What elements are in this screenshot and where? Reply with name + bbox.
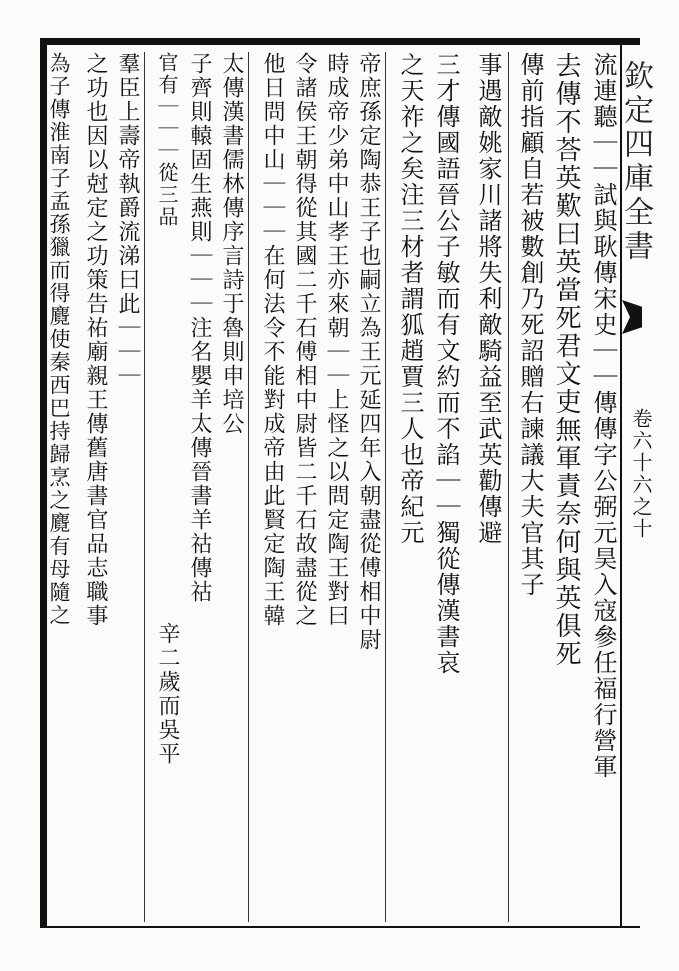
- text-column: 去傳不荅英歎曰英當死君文吏無軍責奈何與英俱死: [551, 52, 581, 668]
- top-border-rule: [40, 38, 640, 45]
- column-divider: [508, 52, 509, 922]
- text-column: 羣臣上壽帝執爵流涕曰此｜｜｜: [115, 52, 140, 388]
- bottom-border-rule: [40, 926, 640, 928]
- text-column: 太傳漢書儒林傳序言詩于魯則申培公: [219, 52, 244, 436]
- text-column: 之功也因以尅定之功策告祐廟親王傳舊唐書官品志職事: [83, 52, 108, 628]
- text-column: 子齊則轅固生燕則｜｜｜注名嬰羊太傳晉書羊祜傳祜: [187, 52, 212, 604]
- text-column: 帝庶孫定陶恭王子也嗣立為王元延四年入朝盡從傅相中尉: [356, 52, 381, 652]
- text-column: 時成帝少弟中山孝王亦來朝｜｜上怪之以問定陶王對曰: [324, 52, 349, 628]
- text-column: 之天祚之矣注三材者謂狐趙賈三人也帝紀元: [396, 52, 424, 546]
- book-title: 欽定四庫全書: [618, 60, 653, 264]
- text-column: 辛二歲而吳平: [155, 622, 180, 766]
- text-column: 官有｜｜｜從三品: [155, 52, 179, 228]
- volume-label: 卷六十六之十: [629, 408, 653, 540]
- text-column: 流連聽｜｜試與耿傳宋史｜｜傳傳字公弼元昊入寇參任福行營軍: [589, 52, 617, 780]
- text-column: 令諸侯王朝得從其國二千石傅相中尉皆二千石故盡從之: [292, 52, 317, 628]
- text-column: 為子傳淮南子孟孫獵而得麑使秦西巴持歸烹之麑有母隨之: [47, 52, 71, 627]
- text-column: 他日問中山｜｜｜在何法令不能對成帝由此賢定陶王韓: [260, 52, 285, 628]
- text-column: 傳前指顧自若被數創乃死詔贈右諫議大夫官其子: [516, 52, 544, 598]
- text-column: 事遇敵姚家川諸將失利敵騎益至武英勸傳避: [474, 52, 502, 546]
- text-column: 三才傳國語晉公子敏而有文約而不諂｜｜獨從傳漢書哀: [432, 52, 460, 676]
